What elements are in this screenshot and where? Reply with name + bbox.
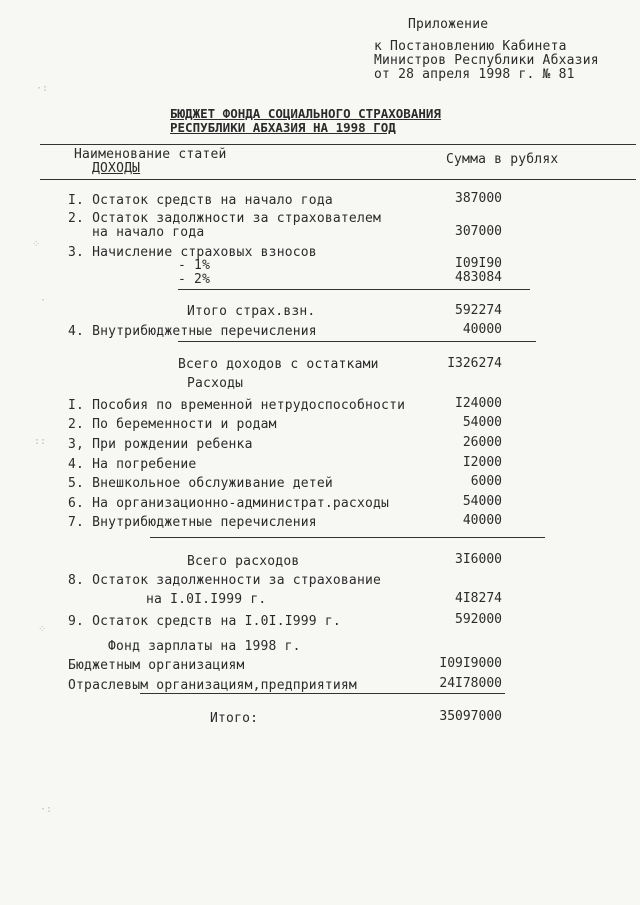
expenses-total-rule — [150, 537, 545, 538]
appendix-label: Приложение — [408, 17, 489, 32]
payroll-heading: Фонд зарплаты на 1998 г. — [108, 639, 301, 654]
income-item-4-value: 40000 — [462, 322, 502, 337]
expense-item-5-value: 6000 — [470, 474, 502, 489]
expense-item-7-label: 7. Внутрибюджетные перечисления — [68, 515, 317, 530]
document-title-line-1: БЮДЖЕТ ФОНДА СОЦИАЛЬНОГО СТРАХОВАНИЯ — [170, 106, 441, 121]
expense-item-6-label: 6. На организационно-администрат.расходы — [68, 496, 390, 511]
income-item-3-sub2-value: 483084 — [455, 270, 502, 285]
expense-item-5-label: 5. Внешкольное обслуживание детей — [68, 476, 333, 491]
payroll-total-rule — [140, 693, 505, 694]
income-item-1-label: I. Остаток средств на начало года — [68, 193, 333, 208]
income-item-3-label: 3. Начисление страховых взносов — [68, 245, 317, 260]
income-item-3-sub1-label: - 1% — [178, 258, 211, 273]
payroll-sector-value: 24I78000 — [439, 676, 502, 691]
scan-speck: · — [40, 295, 47, 306]
income-item-3-sub2-label: - 2% — [178, 272, 211, 287]
expense-item-2-value: 54000 — [462, 415, 502, 430]
payroll-budget-value: I09I9000 — [439, 656, 502, 671]
payroll-total-label: Итого: — [210, 711, 259, 726]
decree-date-line: от 28 апреля 1998 г. № 81 — [374, 67, 575, 82]
income-item-4-label: 4. Внутрибюджетные перечисления — [68, 324, 317, 339]
payroll-budget-label: Бюджетным организациям — [68, 658, 245, 673]
expense-item-4-label: 4. На погребение — [68, 457, 197, 472]
scan-speck: ⁘ — [38, 624, 47, 635]
expense-item-8-value: 4I8274 — [455, 591, 502, 606]
expenses-total-label: Всего расходов — [187, 554, 300, 569]
decree-line-1: к Постановлению Кабинета — [374, 39, 567, 54]
table-header-rule — [40, 179, 636, 180]
scan-speck: :: — [34, 436, 47, 447]
income-item-2-value: 307000 — [455, 224, 502, 239]
income-item-2-label-cont: на начало года — [92, 225, 205, 240]
column-header-sum: Сумма в рублях — [446, 152, 559, 167]
income-item-2-label: 2. Остаток задолжности за страхователем — [68, 211, 382, 226]
expense-item-8-label-cont: на I.0I.I999 г. — [146, 592, 267, 607]
income-subtotal-label: Итого страх.взн. — [187, 304, 316, 319]
table-top-rule — [40, 144, 636, 145]
section-expenses-heading: Расходы — [187, 376, 244, 391]
expense-item-3-label: 3, При рождении ребенка — [68, 437, 253, 452]
income-total-label: Всего доходов с остатками — [178, 357, 379, 372]
expense-item-3-value: 26000 — [462, 435, 502, 450]
expense-item-6-value: 54000 — [462, 494, 502, 509]
expense-item-4-value: I2000 — [462, 455, 502, 470]
expense-item-8-label: 8. Остаток задолженности за страхование — [68, 573, 382, 588]
scan-speck: ·: — [40, 804, 53, 815]
expense-item-9-value: 592000 — [455, 612, 502, 627]
column-header-name: Наименование статей — [74, 147, 227, 162]
scan-speck: ·: — [36, 83, 49, 94]
expense-item-9-label: 9. Остаток средств на I.0I.I999 г. — [68, 614, 341, 629]
decree-line-2: Министров Республики Абхазия — [374, 53, 599, 68]
expense-item-2-label: 2. По беременности и родам — [68, 417, 277, 432]
payroll-sector-label: Отраслевым организациям,предприятиям — [68, 678, 357, 693]
expense-item-1-label: I. Пособия по временной нетрудоспособности — [68, 398, 406, 413]
payroll-total-value: 35097000 — [439, 709, 502, 724]
section-income-heading: ДОХОДЫ — [92, 161, 141, 176]
income-total-value: I326274 — [447, 356, 502, 371]
income-subtotal-value: 592274 — [455, 303, 502, 318]
subtotal-rule — [178, 289, 530, 290]
expense-item-1-value: I24000 — [455, 396, 502, 411]
income-total-rule — [178, 341, 536, 342]
income-item-3-sub1-value: I09I90 — [455, 256, 502, 271]
scan-speck: ⁘ — [32, 239, 41, 250]
expense-item-7-value: 40000 — [462, 513, 502, 528]
document-title-line-2: РЕСПУБЛИКИ АБХАЗИЯ НА 1998 ГОД — [170, 120, 396, 135]
expenses-total-value: 3I6000 — [455, 552, 502, 567]
income-item-1-value: 387000 — [455, 191, 502, 206]
